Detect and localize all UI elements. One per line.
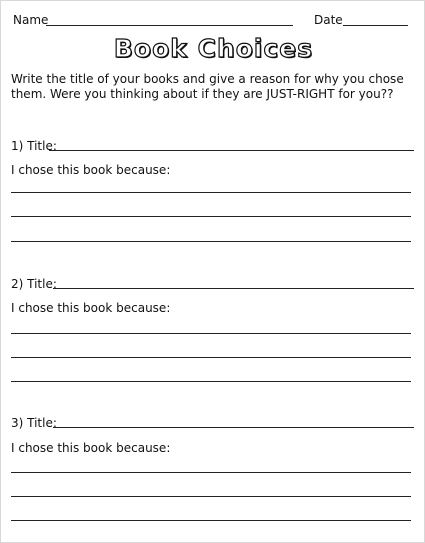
section-3-answer-line-1[interactable] <box>11 472 411 473</box>
date-label: Date <box>314 13 343 27</box>
section-1-title-label: 1) Title: <box>11 139 57 153</box>
section-1-answer-line-3[interactable] <box>11 241 411 242</box>
name-label: Name <box>13 13 49 27</box>
section-2-answer-line-2[interactable] <box>11 357 411 358</box>
section-1-answer-line-2[interactable] <box>11 216 411 217</box>
instructions-text: Write the title of your books and give a reason for why you chose them. Were you thinking about if they are JUST-RIGHT for you?? <box>11 72 404 101</box>
page-title: Book Choices <box>113 34 314 63</box>
section-3-title-label: 3) Title: <box>11 416 57 430</box>
section-1-answer-line-1[interactable] <box>11 192 411 193</box>
name-line[interactable] <box>46 25 293 26</box>
section-2-answer-line-1[interactable] <box>11 333 411 334</box>
section-2-reason-label: I chose this book because: <box>11 301 171 315</box>
section-2-answer-line-3[interactable] <box>11 381 411 382</box>
section-3-reason-label: I chose this book because: <box>11 441 171 455</box>
section-1-reason-label: I chose this book because: <box>11 163 171 177</box>
section-3-answer-line-2[interactable] <box>11 496 411 497</box>
section-2-title-line[interactable] <box>53 288 414 289</box>
section-3-answer-line-3[interactable] <box>11 520 411 521</box>
section-1-title-line[interactable] <box>49 150 414 151</box>
date-line[interactable] <box>343 25 408 26</box>
section-2-title-label: 2) Title: <box>11 277 57 291</box>
section-3-title-line[interactable] <box>53 427 414 428</box>
